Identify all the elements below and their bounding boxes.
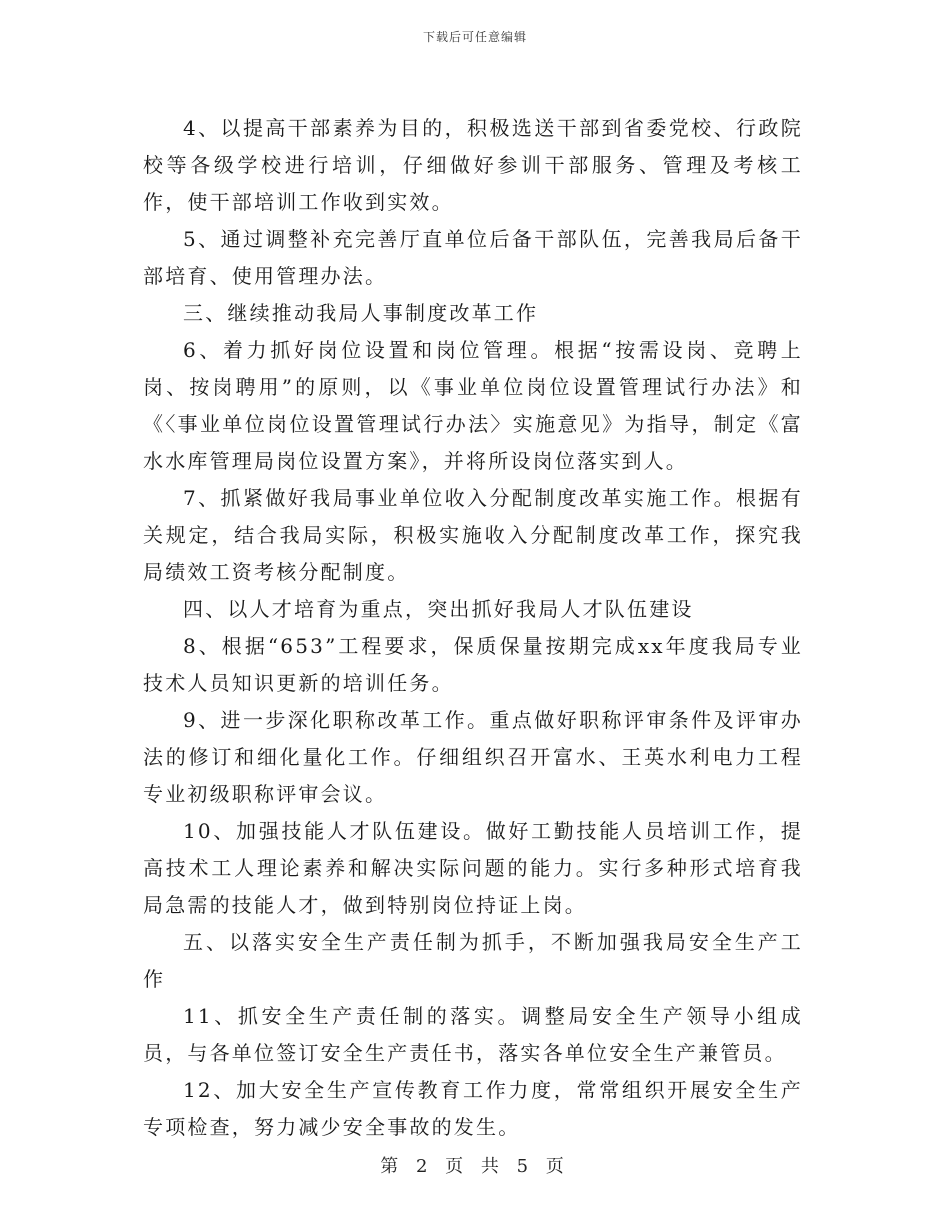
paragraph-item-4: 4、以提高干部素养为目的，积极选送干部到省委党校、行政院校等各级学校进行培训，仔细做好参训干部服务、管理及考核工作，使干部培训工作收到实效。 [143,116,803,214]
document-body [143,110,803,1146]
paragraph-item-6: 6、着力抓好岗位设置和岗位管理。根据“按需设岗、竞聘上岗、按岗聘用”的原则，以《事业单位岗位设置管理试行办法》和《〈事业单位岗位设置管理试行办法〉实施意见》为指导，制定《富水水库管理局岗位设置方案》，并将所设岗位落实到人。 [143,338,803,473]
section-heading-5: 五、以落实安全生产责任制为抓手，不断加强我局安全生产工作 [143,930,803,991]
paragraph-item-12: 12、加大安全生产宣传教育工作力度，常常组织开展安全生产专项检查，努力减少安全事故的发生。 [143,1078,803,1139]
paragraph-item-5: 5、通过调整补充完善厅直单位后备干部队伍，完善我局后备干部培育、使用管理办法。 [143,227,803,288]
paragraph-item-7: 7、抓紧做好我局事业单位收入分配制度改革实施工作。根据有关规定，结合我局实际，积极实施收入分配制度改革工作，探究我局绩效工资考核分配制度。 [143,486,803,584]
page-number: 第 2 页 共 5 页 [380,1156,570,1177]
section-heading-4: 四、以人才培育为重点，突出抓好我局人才队伍建设 [183,597,694,621]
section-heading-3: 三、继续推动我局人事制度改革工作 [183,301,539,325]
paragraph-item-10: 10、加强技能人才队伍建设。做好工勤技能人员培训工作，提高技术工人理论素养和解决实际问题的能力。实行多种形式培育我局急需的技能人才，做到特别岗位持证上岗。 [143,819,803,917]
paragraph-item-8: 8、根据“653”工程要求，保质保量按期完成xx年度我局专业技术人员知识更新的培训任务。 [143,634,803,695]
paragraph-item-9: 9、进一步深化职称改革工作。重点做好职称评审条件及评审办法的修订和细化量化工作。仔细组织召开富水、王英水利电力工程专业初级职称评审会议。 [143,708,803,806]
paragraph-item-11: 11、抓安全生产责任制的落实。调整局安全生产领导小组成员，与各单位签订安全生产责任书，落实各单位安全生产兼管员。 [143,1004,803,1065]
header-note: 下载后可任意编辑 [422,30,527,44]
